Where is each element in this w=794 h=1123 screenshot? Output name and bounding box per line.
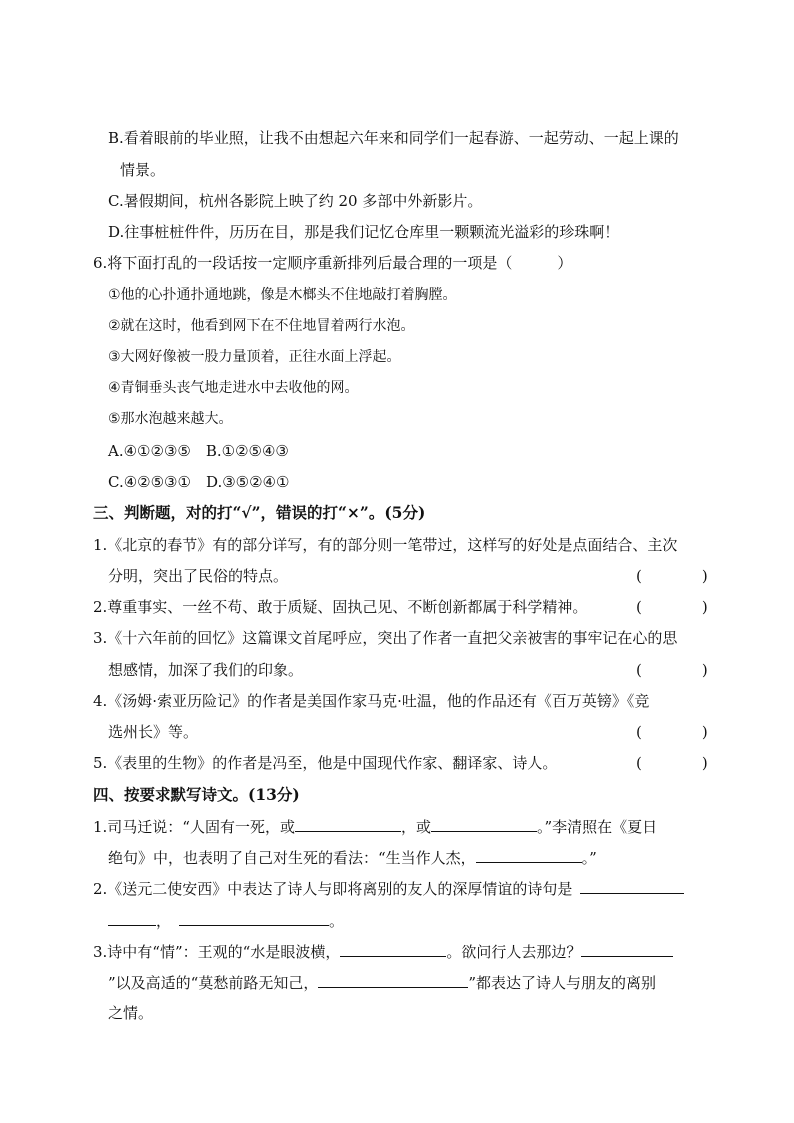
s4-q2-text-b: ， — [156, 912, 172, 930]
s4-q1-text-b: ，或 — [400, 818, 431, 836]
s4-q1-blank-3[interactable] — [476, 847, 582, 863]
s4-q1-line2 — [108, 847, 597, 868]
s3-q1-line2: 分明，突出了民俗的特点。 — [108, 567, 289, 585]
q6-stem: 6.将下面打乱的一段话按一定顺序重新排列后最合理的一项是（ ） — [93, 254, 573, 272]
s4-q2-text-c: 。 — [329, 912, 345, 930]
s3-q4-answer-paren[interactable]: ( ) — [636, 723, 708, 741]
s4-q1-text-d: 绝句》中，也表明了自己对生死的看法：“生当作人杰， — [108, 849, 476, 867]
s4-q1-blank-2[interactable] — [431, 816, 537, 832]
option-b-line1: B.看着眼前的毕业照，让我不由想起六年来和同学们一起春游、一起劳动、一起上课的 — [108, 129, 679, 147]
s4-q3-blank-1[interactable] — [340, 941, 446, 957]
q6-options-row1: A.④①②③⑤ B.①②⑤④③ — [108, 442, 289, 460]
s3-q5-answer-paren[interactable]: ( ) — [636, 754, 708, 772]
section4-heading: 四、按要求默写诗文。(13分) — [93, 785, 300, 804]
s4-q1-text-e: 。” — [581, 849, 597, 867]
s3-q1-answer-paren[interactable]: ( ) — [636, 567, 708, 585]
s4-q2-text-a: 2.《送元二使安西》中表达了诗人与即将离别的友人的深厚情谊的诗句是 — [93, 880, 573, 898]
s4-q2-line1 — [93, 878, 684, 899]
q6-sentence-5: ⑤那水泡越来越大。 — [108, 411, 233, 427]
s4-q3-line2 — [108, 972, 656, 993]
q6-sentence-4: ④青铜垂头丧气地走进水中去收他的网。 — [108, 380, 359, 396]
s3-q5: 5.《表里的生物》的作者是冯至，他是中国现代作家、翻译家、诗人。 — [93, 754, 558, 772]
q6-sentence-2: ②就在这时，他看到网下在不住地冒着两行水泡。 — [108, 318, 415, 334]
s4-q1-text-a: 1.司马迁说：“人固有一死，或 — [93, 818, 295, 836]
s4-q3-blank-3[interactable] — [318, 972, 468, 988]
s3-q1-line1: 1.《北京的春节》有的部分详写，有的部分则一笔带过，这样写的好处是点面结合、主次 — [93, 536, 678, 554]
option-c: C.暑假期间，杭州各影院上映了约 20 多部中外新影片。 — [108, 192, 483, 210]
s4-q2-blank-1a[interactable] — [580, 878, 684, 894]
q6-options-row2: C.④②⑤③① D.③⑤②④① — [108, 473, 290, 491]
s4-q2-blank-2[interactable] — [179, 910, 329, 926]
s4-q3-text-b: 。欲问行人去那边？ — [446, 943, 582, 961]
s4-q2-line2 — [108, 910, 344, 931]
s3-q3-answer-paren[interactable]: ( ) — [636, 661, 708, 679]
s4-q3-text-c: ”以及高适的“莫愁前路无知己， — [108, 974, 319, 992]
s4-q3-blank-2a[interactable] — [581, 941, 673, 957]
section3-heading: 三、判断题，对的打“√”，错误的打“×”。(5分) — [93, 503, 426, 522]
option-d: D.往事桩桩件件，历历在目，那是我们记忆仓库里一颗颗流光溢彩的珍珠啊！ — [108, 223, 620, 241]
s3-q2: 2.尊重事实、一丝不苟、敢于质疑、固执己见、不断创新都属于科学精神。 — [93, 598, 588, 616]
q6-sentence-3: ③大网好像被一股力量顶着，正往水面上浮起。 — [108, 349, 401, 365]
s3-q2-answer-paren[interactable]: ( ) — [636, 598, 708, 616]
s4-q3-text-a: 3.诗中有“情”：王观的“水是眼波横， — [93, 943, 341, 961]
s4-q1-text-c: 。”李清照在《夏日 — [537, 818, 658, 836]
q6-sentence-1: ①他的心扑通扑通地跳，像是木榔头不住地敲打着胸膛。 — [108, 287, 457, 303]
s4-q1-line1 — [93, 816, 657, 837]
s4-q2-blank-1b[interactable] — [108, 910, 156, 926]
s4-q3-text-d: ”都表达了诗人与朋友的离别 — [468, 974, 657, 992]
s4-q3-line1 — [93, 941, 673, 962]
s3-q4-line1: 4.《汤姆·索亚历险记》的作者是美国作家马克·吐温，他的作品还有《百万英镑》《竞 — [93, 692, 650, 710]
s3-q3-line1: 3.《十六年前的回忆》这篇课文首尾呼应，突出了作者一直把父亲被害的事牢记在心的思 — [93, 629, 678, 647]
s3-q4-line2: 选州长》等。 — [108, 723, 199, 741]
s4-q3-line3: 之情。 — [108, 1004, 154, 1022]
s3-q3-line2: 想感情，加深了我们的印象。 — [108, 661, 304, 679]
s4-q1-blank-1[interactable] — [295, 816, 401, 832]
option-b-line2: 情景。 — [120, 161, 166, 179]
